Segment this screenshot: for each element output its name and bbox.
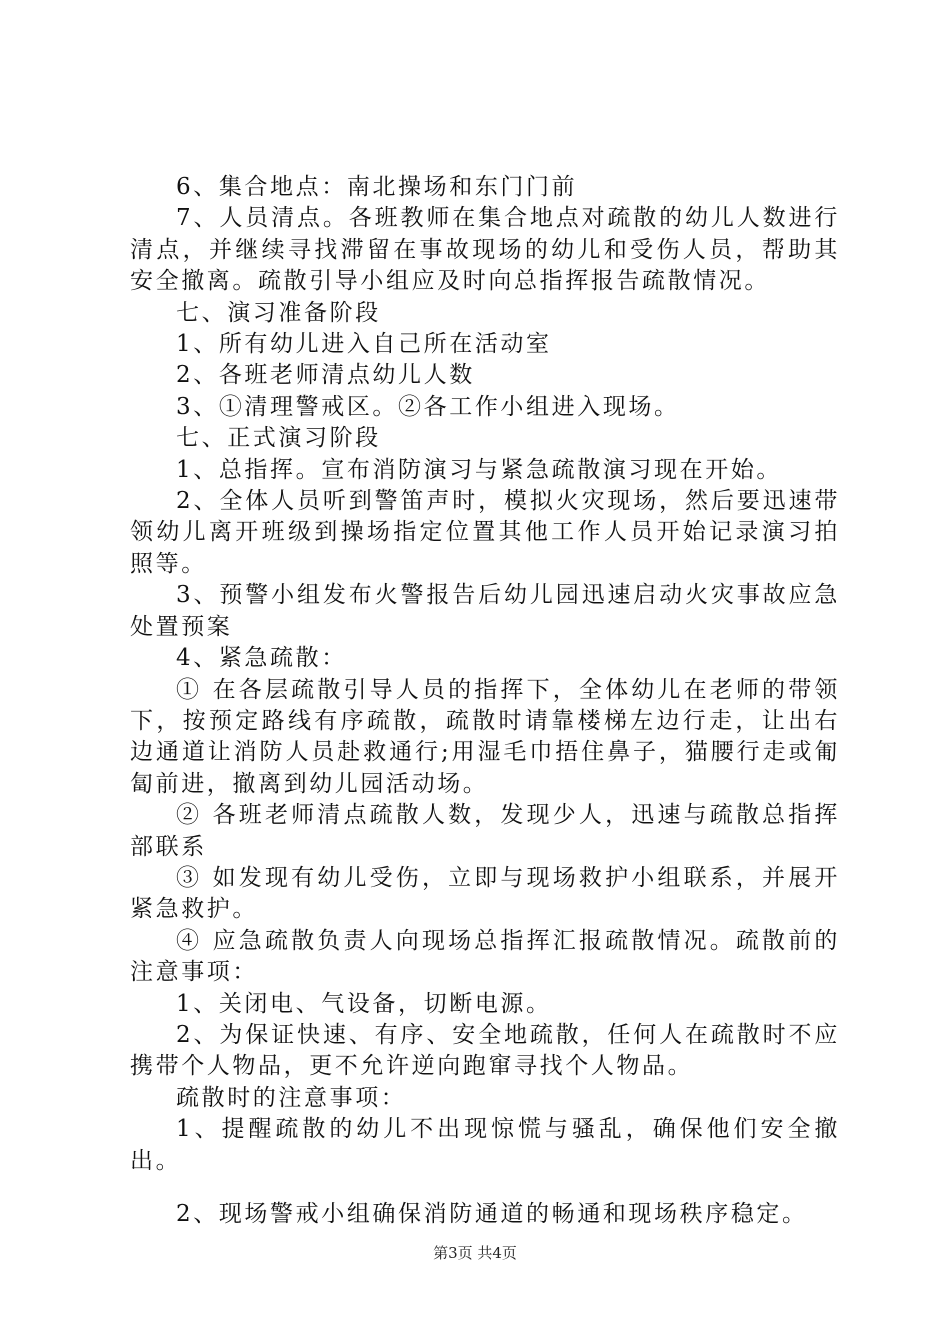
paragraph-headcount: 7、人员清点。各班教师在集合地点对疏散的幼儿人数进行清点，并继续寻找滞留在事故现场的幼儿和受伤人员，帮助其安全撤离。疏散引导小组应及时向总指挥报告疏散情况。 (130, 205, 840, 295)
paragraph-emergency-1: ① 在各层疏散引导人员的指挥下，全体幼儿在老师的带领下，按预定路线有序疏散，疏散时请靠楼梯左边行走，让出右边通道让消防人员赴救通行;用湿毛巾捂住鼻子，猫腰行走或匍匐前进，撤离到幼儿园活动场。 (130, 676, 840, 797)
paragraph-prep-3: 3、①清理警戒区。②各工作小组进入现场。 (176, 393, 680, 420)
document-body (130, 172, 840, 1230)
paragraph-formal-3: 3、预警小组发布火警报告后幼儿园迅速启动火灾事故应急处置预案 (130, 582, 840, 640)
section-heading-formal: 七、正式演习阶段 (176, 425, 381, 452)
paragraph-emergency-2: ② 各班老师清点疏散人数，发现少人，迅速与疏散总指挥部联系 (130, 802, 840, 860)
section-heading-prep: 七、演习准备阶段 (176, 299, 381, 326)
paragraph-emergency-4: ④ 应急疏散负责人向现场总指挥汇报疏散情况。疏散前的注意事项： (130, 927, 840, 986)
paragraph-during-1: 1、提醒疏散的幼儿不出现惊慌与骚乱，确保他们安全撤出。 (130, 1116, 840, 1174)
paragraph-assembly-point: 6、集合地点：南北操场和东门门前 (176, 174, 578, 200)
paragraph-emergency-3: ③ 如发现有幼儿受伤，立即与现场救护小组联系，并展开紧急救护。 (130, 864, 840, 923)
paragraph-prep-2: 2、各班老师清点幼儿人数 (176, 362, 475, 389)
paragraph-during-heading: 疏散时的注意事项： (176, 1084, 407, 1111)
paragraph-before-2: 2、为保证快速、有序、安全地疏散，任何人在疏散时不应携带个人物品，更不允许逆向跑窜寻找个人物品。 (130, 1021, 840, 1080)
paragraph-formal-2: 2、全体人员听到警笛声时，模拟火灾现场，然后要迅速带领幼儿离开班级到操场指定位置其他工作人员开始记录演习拍照等。 (130, 488, 840, 577)
paragraph-before-1: 1、关闭电、气设备，切断电源。 (176, 990, 552, 1017)
paragraph-emergency-heading: 4、紧急疏散： (176, 645, 347, 672)
paragraph-prep-1: 1、所有幼儿进入自己所在活动室 (176, 331, 552, 358)
paragraph-during-2: 2、现场警戒小组确保消防通道的畅通和现场秩序稳定。 (176, 1201, 808, 1227)
paragraph-formal-1: 1、总指挥。宣布消防演习与紧急疏散演习现在开始。 (176, 456, 783, 483)
page-footer: 第3页 共4页 (433, 1244, 517, 1262)
